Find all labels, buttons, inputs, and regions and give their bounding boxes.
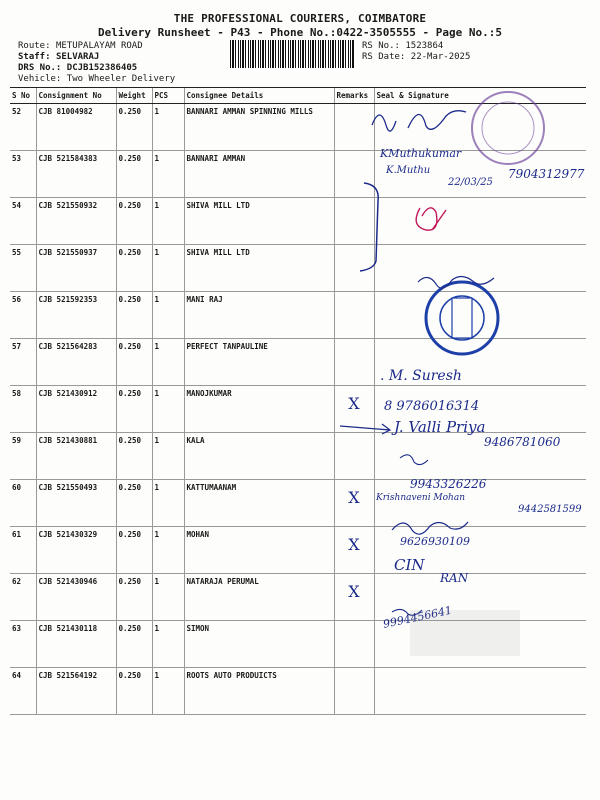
cell-weight: 0.250	[116, 574, 152, 621]
cell-consignee: MANOJKUMAR	[184, 386, 334, 433]
cell-pcs: 1	[152, 151, 184, 198]
table-row	[10, 621, 586, 668]
cell-remarks	[334, 668, 374, 715]
cell-consignee: SHIVA MILL LTD	[184, 245, 334, 292]
cell-seal-signature	[374, 433, 586, 480]
route-value: METUPALAYAM ROAD	[55, 41, 143, 51]
table-row	[10, 668, 586, 715]
cell-seal-signature	[374, 292, 586, 339]
cell-consignee: ROOTS AUTO PRODUICTS	[184, 668, 334, 715]
barcode	[230, 40, 355, 68]
hw-text-63b: RAN	[440, 571, 469, 585]
cell-sno: 57	[10, 339, 36, 386]
cell-weight: 0.250	[116, 292, 152, 339]
hw-name-53b: K.Muthu	[386, 165, 431, 176]
cell-sno: 52	[10, 104, 36, 151]
hw-name-60: J. Valli Priya	[394, 418, 486, 436]
table-row	[10, 245, 586, 292]
drs-line: DRS No.: DCJB152386405	[18, 63, 138, 73]
cell-sno: 54	[10, 198, 36, 245]
cell-sno: 62	[10, 574, 36, 621]
hw-phone-61: 9943326226	[410, 477, 487, 491]
hw-phone-60: 9486781060	[484, 435, 561, 449]
cell-consignment-no: CJB 521550937	[36, 245, 116, 292]
cell-remarks: X	[334, 574, 374, 621]
cell-consignee: SHIVA MILL LTD	[184, 198, 334, 245]
drs-value: DCJB152386405	[66, 63, 138, 73]
cell-consignment-no: CJB 81004982	[36, 104, 116, 151]
rs-date-line: RS Date: 22-Mar-2025	[362, 52, 471, 62]
cell-consignee: MANI RAJ	[184, 292, 334, 339]
cell-seal-signature	[374, 527, 586, 574]
cell-consignment-no: CJB 521430329	[36, 527, 116, 574]
cell-sno: 64	[10, 668, 36, 715]
table-row	[10, 574, 586, 621]
cell-sno: 53	[10, 151, 36, 198]
hw-text-63a: CIN	[394, 556, 425, 574]
cell-consignment-no: CJB 521430946	[36, 574, 116, 621]
cell-seal-signature	[374, 574, 586, 621]
cell-remarks	[334, 433, 374, 480]
cell-pcs: 1	[152, 245, 184, 292]
rs-no-value: 1523864	[405, 41, 444, 51]
runsheet-subtitle: Delivery Runsheet - P43 - Phone No.:0422-3505555 - Page No.:5	[98, 26, 502, 39]
cell-pcs: 1	[152, 104, 184, 151]
vehicle-line: Vehicle: Two Wheeler Delivery	[18, 74, 176, 84]
table-row	[10, 198, 586, 245]
cell-remarks	[334, 292, 374, 339]
cell-remarks: X	[334, 386, 374, 433]
table-row	[10, 292, 586, 339]
hw-name-62: Krishnaveni Mohan	[376, 493, 466, 503]
cell-pcs: 1	[152, 386, 184, 433]
cell-weight: 0.250	[116, 480, 152, 527]
cell-consignee: BANNARI AMMAN SPINNING MILLS	[184, 104, 334, 151]
table-row	[10, 480, 586, 527]
runsheet-table	[10, 87, 586, 715]
table-row	[10, 151, 586, 198]
rs-no-line: RS No.: 1523864	[362, 41, 444, 51]
cell-weight: 0.250	[116, 245, 152, 292]
table-row	[10, 433, 586, 480]
col-remarks: Remarks	[334, 88, 374, 104]
cell-consignment-no: CJB 521550493	[36, 480, 116, 527]
cell-consignment-no: CJB 521430118	[36, 621, 116, 668]
cell-sno: 63	[10, 621, 36, 668]
staff-line: Staff: SELVARAJ	[18, 52, 100, 62]
table-row	[10, 527, 586, 574]
cell-seal-signature	[374, 198, 586, 245]
rs-date-value: 22-Mar-2025	[410, 52, 471, 62]
col-sno: S No	[10, 88, 36, 104]
cell-weight: 0.250	[116, 433, 152, 480]
cell-seal-signature	[374, 668, 586, 715]
cell-consignment-no: CJB 521564283	[36, 339, 116, 386]
cell-seal-signature	[374, 104, 586, 151]
cell-remarks: X	[334, 527, 374, 574]
col-pcs: PCS	[152, 88, 184, 104]
cell-sno: 58	[10, 386, 36, 433]
cell-seal-signature	[374, 386, 586, 433]
cell-remarks	[334, 198, 374, 245]
cell-consignee: KALA	[184, 433, 334, 480]
table-row	[10, 339, 586, 386]
cell-consignment-no: CJB 521564192	[36, 668, 116, 715]
cell-consignee: PERFECT TANPAULINE	[184, 339, 334, 386]
cell-weight: 0.250	[116, 151, 152, 198]
cell-pcs: 1	[152, 621, 184, 668]
cell-seal-signature	[374, 245, 586, 292]
cell-remarks: X	[334, 480, 374, 527]
cell-weight: 0.250	[116, 386, 152, 433]
cell-remarks	[334, 339, 374, 386]
cell-consignment-no: CJB 521430912	[36, 386, 116, 433]
table-row	[10, 104, 586, 151]
cell-consignee: NATARAJA PERUMAL	[184, 574, 334, 621]
cell-weight: 0.250	[116, 104, 152, 151]
cell-pcs: 1	[152, 339, 184, 386]
cell-pcs: 1	[152, 198, 184, 245]
cell-remarks	[334, 104, 374, 151]
cell-sno: 61	[10, 527, 36, 574]
table-row	[10, 386, 586, 433]
hw-date-53: 22/03/25	[448, 177, 493, 188]
cell-weight: 0.250	[116, 621, 152, 668]
cell-remarks	[334, 151, 374, 198]
cell-sno: 56	[10, 292, 36, 339]
cell-weight: 0.250	[116, 668, 152, 715]
hw-phone-64: 9994456641	[381, 603, 454, 631]
col-weight: Weight	[116, 88, 152, 104]
cell-seal-signature	[374, 151, 586, 198]
cell-pcs: 1	[152, 527, 184, 574]
hw-name-53: KMuthukumar	[380, 147, 462, 160]
hw-phone-63: 9626930109	[400, 535, 470, 548]
cell-remarks	[334, 621, 374, 668]
cell-weight: 0.250	[116, 339, 152, 386]
hw-phone-53: 7904312977	[508, 167, 585, 181]
cell-sno: 60	[10, 480, 36, 527]
cell-pcs: 1	[152, 433, 184, 480]
hw-phone-62: 9442581599	[518, 504, 582, 515]
cell-pcs: 1	[152, 292, 184, 339]
cell-consignee: SIMON	[184, 621, 334, 668]
cell-consignment-no: CJB 521592353	[36, 292, 116, 339]
cell-pcs: 1	[152, 668, 184, 715]
col-consignment: Consignment No	[36, 88, 116, 104]
cell-weight: 0.250	[116, 527, 152, 574]
vehicle-value: Two Wheeler Delivery	[66, 74, 176, 84]
cell-pcs: 1	[152, 480, 184, 527]
cell-weight: 0.250	[116, 198, 152, 245]
cell-sno: 55	[10, 245, 36, 292]
cell-consignment-no: CJB 521430881	[36, 433, 116, 480]
hw-phone-59: 8 9786016314	[384, 399, 480, 414]
cell-consignee: KATTUMAANAM	[184, 480, 334, 527]
col-seal-signature: Seal & Signature	[374, 88, 586, 104]
route-line: Route: METUPALAYAM ROAD	[18, 41, 143, 51]
cell-pcs: 1	[152, 574, 184, 621]
cell-consignee: MOHAN	[184, 527, 334, 574]
table-header-row	[10, 88, 586, 104]
staff-value: SELVARAJ	[55, 52, 100, 62]
cell-consignment-no: CJB 521584383	[36, 151, 116, 198]
hw-name-58: . M. Suresh	[380, 368, 462, 384]
company-title: THE PROFESSIONAL COURIERS, COIMBATORE	[173, 12, 427, 25]
cell-remarks	[334, 245, 374, 292]
col-consignee: Consignee Details	[184, 88, 334, 104]
cell-consignee: BANNARI AMMAN	[184, 151, 334, 198]
cell-consignment-no: CJB 521550932	[36, 198, 116, 245]
cell-seal-signature	[374, 339, 586, 386]
cell-seal-signature	[374, 621, 586, 668]
cell-seal-signature	[374, 480, 586, 527]
cell-sno: 59	[10, 433, 36, 480]
